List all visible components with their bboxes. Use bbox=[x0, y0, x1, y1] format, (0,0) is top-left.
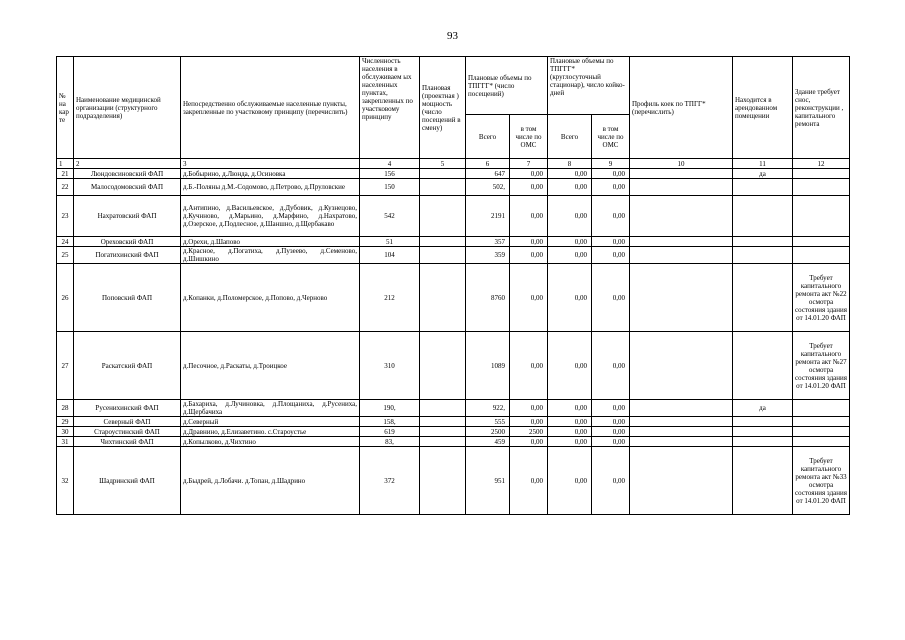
col-number: 5 bbox=[420, 159, 466, 169]
settlements: д.Северный bbox=[181, 417, 360, 427]
visits-total: 1089 bbox=[466, 332, 510, 400]
visits-oms: 0,00 bbox=[510, 417, 548, 427]
rented-premises bbox=[733, 196, 793, 237]
row-number: 31 bbox=[57, 437, 74, 447]
visits-total: 647 bbox=[466, 169, 510, 179]
rented-premises bbox=[733, 447, 793, 515]
population: 51 bbox=[360, 237, 420, 247]
table-row bbox=[57, 332, 850, 400]
beds-total: 0,00 bbox=[548, 247, 592, 264]
facility-name: Нахратовский ФАП bbox=[74, 196, 181, 237]
settlements: д.Дравнино, д.Елизаветино. с.Староустье bbox=[181, 427, 360, 437]
col-number: 1 bbox=[57, 159, 74, 169]
beds-oms: 0,00 bbox=[592, 437, 630, 447]
settlements: д.Песочное, д.Раскаты, д.Троицкое bbox=[181, 332, 360, 400]
col-number: 10 bbox=[630, 159, 733, 169]
rented-premises bbox=[733, 417, 793, 427]
beds-oms: 0,00 bbox=[592, 247, 630, 264]
beds-oms: 0,00 bbox=[592, 400, 630, 417]
visits-oms: 0,00 bbox=[510, 196, 548, 237]
facility-name: Малосодомовский ФАП bbox=[74, 179, 181, 196]
beds-oms: 0,00 bbox=[592, 447, 630, 515]
header-col-12: Здание требует снос, реконструкции , капитального ремонта bbox=[793, 57, 850, 159]
header-col-10: Профиль коек по ТПГГ* (перечислить) bbox=[630, 57, 733, 159]
repair-note bbox=[793, 427, 850, 437]
repair-note bbox=[793, 196, 850, 237]
rented-premises bbox=[733, 427, 793, 437]
row-number: 26 bbox=[57, 264, 74, 332]
facility-name: Чихтинский ФАП bbox=[74, 437, 181, 447]
capacity bbox=[420, 400, 466, 417]
settlements: д.Б.-Поляны д.М.-Содомово, д.Петрово, д.Пруловские bbox=[181, 179, 360, 196]
table-row bbox=[57, 427, 850, 437]
population: 158, bbox=[360, 417, 420, 427]
capacity bbox=[420, 417, 466, 427]
row-number: 32 bbox=[57, 447, 74, 515]
settlements: д.Копанки, д.Поломерское, д.Попово, д.Черново bbox=[181, 264, 360, 332]
row-number: 27 bbox=[57, 332, 74, 400]
table-row bbox=[57, 169, 850, 179]
capacity bbox=[420, 179, 466, 196]
settlements: д.Копылково, д.Чихтино bbox=[181, 437, 360, 447]
table-row bbox=[57, 196, 850, 237]
header-col-2: Наименование медицинской организации (структурного подразделения) bbox=[74, 57, 181, 159]
row-number: 21 bbox=[57, 169, 74, 179]
repair-note bbox=[793, 247, 850, 264]
visits-oms: 0,00 bbox=[510, 247, 548, 264]
bed-profile bbox=[630, 427, 733, 437]
beds-total: 0,00 bbox=[548, 447, 592, 515]
repair-note bbox=[793, 400, 850, 417]
population: 83, bbox=[360, 437, 420, 447]
facility-name: Староустинский ФАП bbox=[74, 427, 181, 437]
col-number: 2 bbox=[74, 159, 181, 169]
table-row bbox=[57, 400, 850, 417]
visits-oms: 0,00 bbox=[510, 437, 548, 447]
population: 542 bbox=[360, 196, 420, 237]
settlements: д.Антипино, д.Васильевское, д.Дубовик, д.Кузнецово, д.Кучнново, д.Марьино, д.Марфино, д.Нахратово, д.Озерское, д.Подлесное, д.Шаншно, д.Щербакаво bbox=[181, 196, 360, 237]
col-number: 7 bbox=[510, 159, 548, 169]
capacity bbox=[420, 247, 466, 264]
capacity bbox=[420, 332, 466, 400]
header-col-3: Непосредственно обслуживаемые населенные пункты, закрепленные по участковому принципу (перечислить) bbox=[181, 57, 360, 159]
visits-oms: 0,00 bbox=[510, 179, 548, 196]
header-visits-oms: в том числе по ОМС bbox=[510, 115, 548, 159]
population: 190, bbox=[360, 400, 420, 417]
beds-oms: 0,00 bbox=[592, 196, 630, 237]
population: 212 bbox=[360, 264, 420, 332]
capacity bbox=[420, 237, 466, 247]
visits-total: 2191 bbox=[466, 196, 510, 237]
rented-premises bbox=[733, 247, 793, 264]
visits-oms: 0,00 bbox=[510, 264, 548, 332]
row-number: 29 bbox=[57, 417, 74, 427]
population: 310 bbox=[360, 332, 420, 400]
rented-premises bbox=[733, 179, 793, 196]
beds-oms: 0,00 bbox=[592, 427, 630, 437]
col-number: 3 bbox=[181, 159, 360, 169]
row-number: 28 bbox=[57, 400, 74, 417]
population: 619 bbox=[360, 427, 420, 437]
table-row bbox=[57, 237, 850, 247]
header-beds-total: Всего bbox=[548, 115, 592, 159]
bed-profile bbox=[630, 196, 733, 237]
beds-total: 0,00 bbox=[548, 427, 592, 437]
row-number: 25 bbox=[57, 247, 74, 264]
facility-name: Раскатский ФАП bbox=[74, 332, 181, 400]
bed-profile bbox=[630, 447, 733, 515]
facility-name: Люндовсиновский ФАП bbox=[74, 169, 181, 179]
repair-note bbox=[793, 417, 850, 427]
capacity bbox=[420, 427, 466, 437]
row-number: 24 bbox=[57, 237, 74, 247]
capacity bbox=[420, 169, 466, 179]
settlements: д.Бахариха, д.Лучиновка, д.Площаниха, д.Русениха, д.Щербачиха bbox=[181, 400, 360, 417]
population: 150 bbox=[360, 179, 420, 196]
repair-note: Требует капитального ремонта акт №33 осмотра состояния здания от 14.01.20 ФАП bbox=[793, 447, 850, 515]
header-beds-oms: в том числе по ОМС bbox=[592, 115, 630, 159]
header-col-5: Плановая (проектная ) мощность (число посещений в смену) bbox=[420, 57, 466, 159]
visits-total: 2500 bbox=[466, 427, 510, 437]
visits-total: 459 bbox=[466, 437, 510, 447]
bed-profile bbox=[630, 400, 733, 417]
beds-oms: 0,00 bbox=[592, 264, 630, 332]
table-row bbox=[57, 417, 850, 427]
rented-premises bbox=[733, 437, 793, 447]
page-number: 93 bbox=[447, 30, 458, 42]
beds-total: 0,00 bbox=[548, 332, 592, 400]
settlements: д.Орехи, д.Шапово bbox=[181, 237, 360, 247]
settlements: д.Красное, д.Погатиха, д.Пузеево, д.Семеново, д.Шишкино bbox=[181, 247, 360, 264]
capacity bbox=[420, 447, 466, 515]
visits-oms: 0,00 bbox=[510, 447, 548, 515]
repair-note bbox=[793, 179, 850, 196]
capacity bbox=[420, 437, 466, 447]
beds-total: 0,00 bbox=[548, 400, 592, 417]
bed-profile bbox=[630, 237, 733, 247]
repair-note: Требует капитального ремонта акт №22 осмотра состояния здания от 14.01.20 ФАП bbox=[793, 264, 850, 332]
header-col-1: № на кар те bbox=[57, 57, 74, 159]
beds-total: 0,00 bbox=[548, 264, 592, 332]
table-row bbox=[57, 447, 850, 515]
col-number: 6 bbox=[466, 159, 510, 169]
bed-profile bbox=[630, 417, 733, 427]
beds-oms: 0,00 bbox=[592, 332, 630, 400]
table-row bbox=[57, 437, 850, 447]
col-number: 8 bbox=[548, 159, 592, 169]
header-visits-total: Всего bbox=[466, 115, 510, 159]
visits-oms: 0,00 bbox=[510, 237, 548, 247]
visits-total: 357 bbox=[466, 237, 510, 247]
col-number: 4 bbox=[360, 159, 420, 169]
settlements: д.Быдрей, д.Лобачи. д.Топан, д.Шадрино bbox=[181, 447, 360, 515]
facility-name: Поповский ФАП bbox=[74, 264, 181, 332]
header-col-11: Находится в арендованном помещении bbox=[733, 57, 793, 159]
capacity bbox=[420, 264, 466, 332]
beds-oms: 0,00 bbox=[592, 179, 630, 196]
visits-oms: 2500 bbox=[510, 427, 548, 437]
rented-premises: да bbox=[733, 400, 793, 417]
visits-oms: 0,00 bbox=[510, 400, 548, 417]
beds-oms: 0,00 bbox=[592, 417, 630, 427]
table-row bbox=[57, 179, 850, 196]
beds-total: 0,00 bbox=[548, 169, 592, 179]
repair-note bbox=[793, 437, 850, 447]
facility-name: Погатихинский ФАП bbox=[74, 247, 181, 264]
beds-total: 0,00 bbox=[548, 196, 592, 237]
col-number: 12 bbox=[793, 159, 850, 169]
table-row bbox=[57, 264, 850, 332]
bed-profile bbox=[630, 332, 733, 400]
repair-note bbox=[793, 169, 850, 179]
row-number: 23 bbox=[57, 196, 74, 237]
visits-oms: 0,00 bbox=[510, 169, 548, 179]
rented-premises bbox=[733, 264, 793, 332]
population: 372 bbox=[360, 447, 420, 515]
population: 104 bbox=[360, 247, 420, 264]
header-col-4: Численность населения в обслуживаем ых населенных пунктах, закрепленных по участковому принципу bbox=[360, 57, 420, 159]
rented-premises: да bbox=[733, 169, 793, 179]
bed-profile bbox=[630, 247, 733, 264]
beds-oms: 0,00 bbox=[592, 237, 630, 247]
visits-total: 359 bbox=[466, 247, 510, 264]
rented-premises bbox=[733, 237, 793, 247]
bed-profile bbox=[630, 437, 733, 447]
facility-table bbox=[56, 56, 850, 515]
bed-profile bbox=[630, 264, 733, 332]
visits-total: 951 bbox=[466, 447, 510, 515]
header-col-8-9: Плановые объемы по ТПГГГ* (круглосуточный стационар), число койко-дней bbox=[548, 57, 630, 115]
bed-profile bbox=[630, 179, 733, 196]
row-number: 22 bbox=[57, 179, 74, 196]
visits-oms: 0,00 bbox=[510, 332, 548, 400]
visits-total: 8760 bbox=[466, 264, 510, 332]
col-number: 9 bbox=[592, 159, 630, 169]
bed-profile bbox=[630, 169, 733, 179]
facility-name: Ореховский ФАП bbox=[74, 237, 181, 247]
beds-oms: 0,00 bbox=[592, 169, 630, 179]
column-number-row bbox=[57, 159, 850, 169]
visits-total: 922, bbox=[466, 400, 510, 417]
rented-premises bbox=[733, 332, 793, 400]
header-col-6-7: Плановые объемы по ТПГГГ* (число посещений) bbox=[466, 57, 548, 115]
visits-total: 502, bbox=[466, 179, 510, 196]
population: 156 bbox=[360, 169, 420, 179]
beds-total: 0,00 bbox=[548, 179, 592, 196]
settlements: д.Бобырино, д.Люнда, д.Осиновка bbox=[181, 169, 360, 179]
facility-name: Шадринский ФАП bbox=[74, 447, 181, 515]
repair-note bbox=[793, 237, 850, 247]
visits-total: 555 bbox=[466, 417, 510, 427]
beds-total: 0,00 bbox=[548, 437, 592, 447]
capacity bbox=[420, 196, 466, 237]
col-number: 11 bbox=[733, 159, 793, 169]
table-row bbox=[57, 247, 850, 264]
beds-total: 0,00 bbox=[548, 417, 592, 427]
row-number: 30 bbox=[57, 427, 74, 437]
facility-name: Русенихинский ФАП bbox=[74, 400, 181, 417]
repair-note: Требует капитального ремонта акт №27 осмотра состояния здания от 14.01.20 ФАП bbox=[793, 332, 850, 400]
facility-name: Северный ФАП bbox=[74, 417, 181, 427]
beds-total: 0,00 bbox=[548, 237, 592, 247]
